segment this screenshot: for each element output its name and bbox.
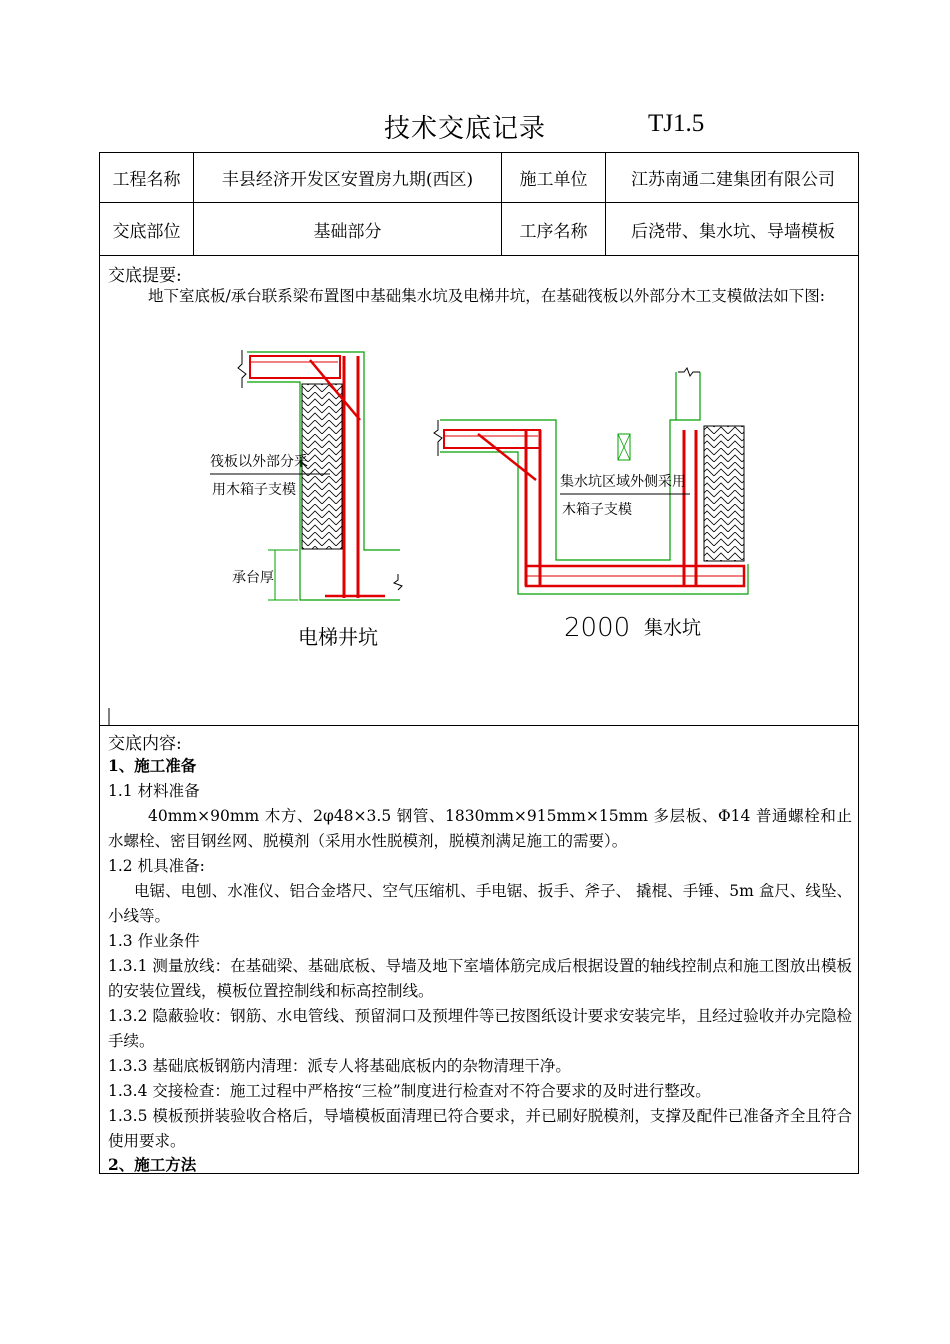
section-1-2-heading: 1.2 机具准备: [108,857,205,875]
unit-label: 施工单位 [502,153,606,202]
section-2-heading: 2、施工方法 [108,1155,197,1174]
part-label: 交底部位 [100,203,194,255]
right-caption-number: 2000 [564,613,631,643]
section-1-1-heading: 1.1 材料准备 [108,782,200,800]
right-note-line-2: 木箱子支模 [562,502,632,518]
section-1-3-3-text: 1.3.3 基础底板钢筋内清理：派专人将基础底板内的杂物清理干净。 [108,1057,571,1075]
right-note-line-1: 集水坑区域外侧采用 [560,474,686,490]
section-1-3-4-text: 1.3.4 交接检查：施工过程中严格按“三检”制度进行检查对不符合要求的及时进行整改。 [108,1082,711,1100]
part-value: 基础部分 [194,203,502,255]
project-value: 丰县经济开发区安置房九期(西区) [194,153,502,202]
section-1-3-heading: 1.3 作业条件 [108,932,200,950]
left-note-line-1: 筏板以外部分采 [210,454,308,470]
section-1-3-2-text: 1.3.2 隐蔽验收：钢筋、水电管线、预留洞口及预埋件等已按图纸设计要求安装完毕，且经过验收并办完隐检手续。 [108,1007,852,1050]
summary-text: 地下室底板/承台联系梁布置图中基础集水坑及电梯井坑，在基础筏板以外部分木工支模做法如下图: [148,287,825,305]
section-1-3-5-text: 1.3.5 模板预拼装验收合格后，导墙模板面清理已符合要求，并已刷好脱模剂，支撑及配件已准备齐全且符合使用要求。 [108,1107,852,1150]
section-1-2-text: 电锯、电刨、水准仪、铝合金塔尺、空气压缩机、手电锯、扳手、斧子、 撬棍、手锤、5m 盒尺、线坠、小线等。 [108,882,852,925]
document-code: TJ1.5 [648,110,705,137]
left-dimension-label: 承台厚 [232,570,274,586]
summary-label: 交底提要: [108,266,182,286]
right-caption-text: 集水坑 [644,617,702,639]
content-label: 交底内容: [108,734,182,754]
section-1-3-1-text: 1.3.1 测量放线：在基础梁、基础底板、导墙及地下室墙体筋完成后根据设置的轴线控制点和施工图放出模板的安装位置线，模板位置控制线和标高控制线。 [108,957,852,1000]
left-caption: 电梯井坑 [298,625,378,649]
elevator-pit-section [210,350,402,600]
section-1-1-text: 40mm×90mm 木方、2φ48×3.5 钢管、1830mm×915mm×15mm 多层板、Φ14 普通螺栓和止水螺栓、密目钢丝网、脱模剂（采用水性脱模剂，脱模剂满足施工的需要）。 [108,807,852,850]
left-note-line-2: 用木箱子支模 [212,482,296,498]
document-title: 技术交底记录 [384,114,547,144]
unit-value: 江苏南通二建集团有限公司 [631,170,835,190]
section-1-heading: 1、施工准备 [108,756,197,775]
process-value: 后浇带、集水坑、导墙模板 [631,221,835,242]
process-label: 工序名称 [502,203,606,255]
project-label: 工程名称 [100,153,194,202]
